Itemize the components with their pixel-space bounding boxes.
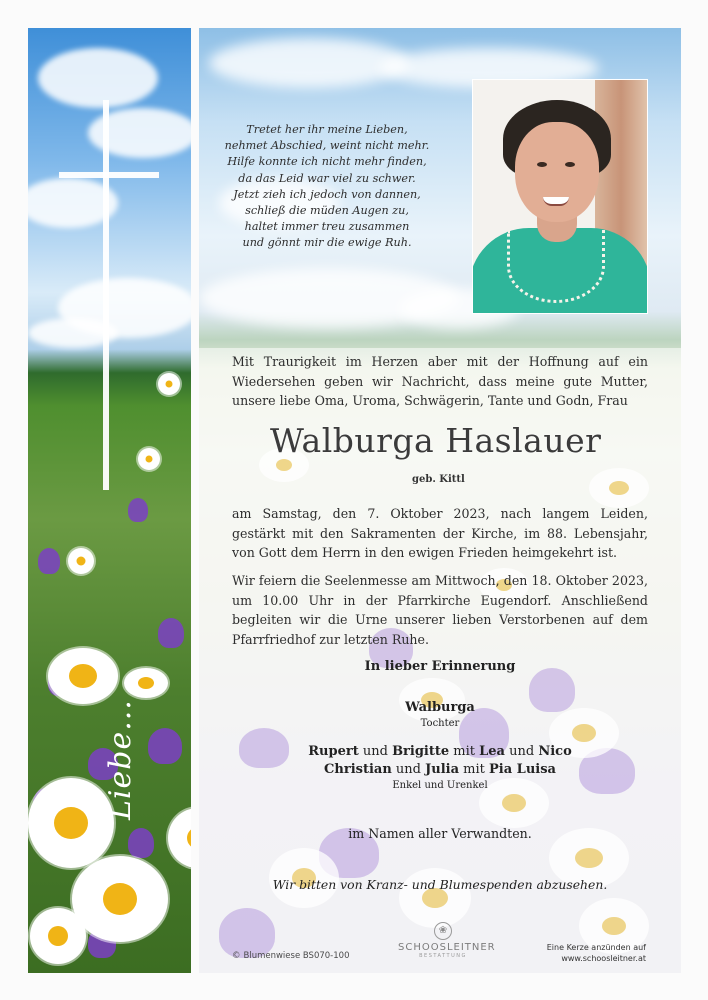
poem-line: Hilfe konnte ich nicht mehr finden, (227, 155, 427, 169)
candle-link-block (547, 942, 646, 964)
poem-line: nehmet Abschied, weint nicht mehr. (224, 139, 430, 153)
grandchildren-line-2: Christian und Julia mit Pia Luisa (324, 762, 556, 777)
poem-line: haltet immer treu zusammen (244, 220, 410, 234)
poem-line: und gönnt mir die ewige Ruh. (242, 236, 412, 250)
poem (214, 122, 440, 252)
daughter-role: Tochter (420, 718, 460, 729)
intro-text: Mit Traurigkeit im Herzen aber mit der Hoffnung auf ein Wiedersehen geben wir Nachricht, dass meine gute Mutter, unsere liebe Oma, Uroma, Schwägerin, Tante und Godn, Frau (232, 354, 648, 409)
cross-vertical (103, 100, 109, 490)
death-notice-text: am Samstag, den 7. Oktober 2023, nach langem Leiden, gestärkt mit den Sakramenten der Kirche, im 88. Lebensjahr, von Gott dem Herrn in den ewigen Frieden heimgekehrt ist. (232, 506, 648, 561)
funeral-home-logo (398, 922, 496, 959)
memory-heading: In lieber Erinnerung (364, 659, 516, 674)
poem-line: schließ die müden Augen zu, (245, 204, 409, 218)
no-wreaths-request: Wir bitten von Kranz- und Blumespenden abzusehen. (272, 877, 608, 892)
poem-line: da das Leid war viel zu schwer. (238, 171, 416, 185)
poem-line: Tretet her ihr meine Lieben, (246, 123, 408, 136)
candle-text: Eine Kerze anzünden auf (546, 943, 646, 952)
daughter-name: Walburga (405, 700, 475, 715)
maiden-name: geb. Kittl (412, 474, 465, 485)
deceased-portrait-photo (472, 79, 648, 314)
copyright-symbol: © (232, 951, 241, 961)
meadow-strip-image (28, 28, 191, 973)
grandchildren-names (232, 743, 648, 779)
grandchildren-role: Enkel und Urenkel (392, 780, 488, 791)
grandchildren-line-1: Rupert und Brigitte mit Lea und Nico (308, 744, 572, 759)
poem-line: Jetzt zieh ich jedoch von dannen, (233, 187, 421, 201)
template-code (232, 951, 349, 961)
brand-name: SCHOOSLEITNER (398, 942, 496, 953)
cross-horizontal (59, 172, 159, 178)
script-liebe: Liebe... (103, 699, 138, 820)
relatives-line: im Namen aller Verwandten. (348, 826, 532, 841)
brand-subtitle: BESTATTUNG (419, 953, 467, 959)
flame-icon: ❀ (434, 922, 452, 940)
template-code-text: Blumenwiese BS070-100 (243, 951, 350, 961)
funeral-mass-text: Wir feiern die Seelenmesse am Mittwoch, den 18. Oktober 2023, um 10.00 Uhr in der Pfarrkirche Eugendorf. Anschließend begleiten wir die Urne unserer lieben Verstorbenen auf dem Pfarrfriedhof zur letzten Ruhe. (232, 573, 648, 647)
website-link[interactable]: www.schoosleitner.at (561, 954, 646, 963)
deceased-name: Walburga Haslauer (270, 421, 602, 460)
